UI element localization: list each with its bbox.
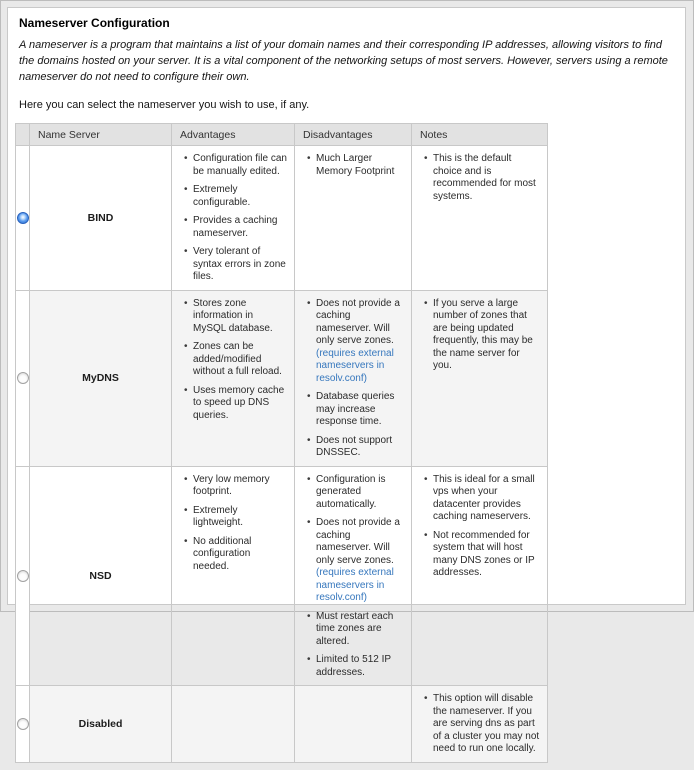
content-card xyxy=(7,7,686,754)
note-item: • Not recommended for system that will host many DNS zones or IP addresses. xyxy=(433,530,541,580)
disadvantage-item xyxy=(316,517,405,605)
notes-cell-disabled xyxy=(412,686,548,763)
disadvantage-item xyxy=(316,298,405,386)
nameserver-name-mydns: MyDNS xyxy=(30,290,172,466)
disadvantages-cell-bind xyxy=(295,146,412,291)
disadvantage-text: Configuration is generated automatically. xyxy=(316,473,386,510)
resolv-conf-link[interactable]: (requires external nameservers in resolv.conf) xyxy=(316,567,394,603)
radio-cell-disabled xyxy=(16,686,30,763)
disadvantage-text: Must restart each time zones are altered. xyxy=(316,610,394,647)
disadvantage-item xyxy=(316,391,405,429)
advantage-item: • Uses memory cache to speed up DNS queries. xyxy=(193,385,288,423)
radio-cell-bind xyxy=(16,146,30,291)
content-area xyxy=(8,8,685,770)
disadvantage-item xyxy=(316,153,405,178)
radio-mydns[interactable] xyxy=(17,372,29,384)
disadvantage-item xyxy=(316,611,405,649)
radio-cell-nsd xyxy=(16,466,30,686)
advantages-cell-nsd xyxy=(172,466,295,686)
table-row-mydns xyxy=(16,290,548,466)
notes-cell-nsd xyxy=(412,466,548,686)
note-item: • If you serve a large number of zones that are being updated frequently, this may be the name server for you. xyxy=(433,298,541,373)
table-row-nsd xyxy=(16,466,548,686)
notes-cell-bind xyxy=(412,146,548,291)
column-header-advantages: Advantages xyxy=(172,124,295,146)
radio-column-header xyxy=(16,124,30,146)
disadvantage-text: Limited to 512 IP addresses. xyxy=(316,654,391,678)
note-item: • This option will disable the nameserver. If you are serving dns as part of a cluster you may not need to run one locally. xyxy=(433,693,541,756)
disadvantages-cell-disabled-empty xyxy=(295,686,412,763)
advantage-item: • No additional configuration needed. xyxy=(193,536,288,574)
disadvantage-text: Does not provide a caching nameserver. Will only serve zones. xyxy=(316,517,400,566)
disadvantage-item xyxy=(316,474,405,512)
disadvantage-text: Does not support DNSSEC. xyxy=(316,434,393,458)
advantage-item: • Extremely lightweight. xyxy=(193,505,288,530)
disadvantage-text: Database queries may increase response time. xyxy=(316,391,395,427)
disadvantages-cell-mydns xyxy=(295,290,412,466)
advantage-item: • Extremely configurable. xyxy=(193,184,288,209)
radio-cell-mydns xyxy=(16,290,30,466)
advantage-item: • Stores zone information in MySQL database. xyxy=(193,298,288,336)
advantage-item: • Provides a caching nameserver. xyxy=(193,215,288,240)
advantage-item: • Configuration file can be manually edited. xyxy=(193,153,288,178)
note-item: • This is ideal for a small vps when your datacenter provides caching nameservers. xyxy=(433,474,541,524)
select-prompt: Here you can select the nameserver you wish to use, if any. xyxy=(19,99,310,111)
disadvantages-cell-nsd xyxy=(295,466,412,686)
advantage-item: • Zones can be added/modified without a full reload. xyxy=(193,341,288,379)
notes-cell-mydns xyxy=(412,290,548,466)
page-title: Nameserver Configuration xyxy=(19,16,170,30)
disadvantage-item xyxy=(316,435,405,460)
resolv-conf-link[interactable]: (requires external nameservers in resolv.conf) xyxy=(316,347,394,384)
radio-bind[interactable] xyxy=(17,212,29,224)
nameserver-name-nsd: NSD xyxy=(30,466,172,686)
table-header-row xyxy=(16,124,548,146)
intro-paragraph: A nameserver is a program that maintains a list of your domain names and their corresponding IP addresses, allowing visitors to find the domains hosted on your server. It is a vital component of the networking setups of most servers. However, servers using a remote nameserver do not need to configure their own. xyxy=(19,39,668,83)
disadvantage-item xyxy=(316,654,405,679)
column-header-notes: Notes xyxy=(412,124,548,146)
radio-nsd[interactable] xyxy=(17,570,29,582)
nameserver-name-bind: BIND xyxy=(30,146,172,291)
nameserver-table xyxy=(15,123,548,763)
disadvantage-text: Does not provide a caching nameserver. Will only serve zones. xyxy=(316,297,400,346)
advantages-cell-bind xyxy=(172,146,295,291)
nameserver-name-disabled: Disabled xyxy=(30,686,172,763)
advantage-item: • Very tolerant of syntax errors in zone files. xyxy=(193,246,288,284)
column-header-disadvantages: Disadvantages xyxy=(295,124,412,146)
column-header-name-server: Name Server xyxy=(30,124,172,146)
advantages-cell-disabled-empty xyxy=(172,686,295,763)
table-row-disabled xyxy=(16,686,548,763)
disadvantage-text: Much Larger Memory Footprint xyxy=(316,153,395,177)
note-item: • This is the default choice and is recommended for most systems. xyxy=(433,153,541,203)
table-row-bind xyxy=(16,146,548,291)
advantages-cell-mydns xyxy=(172,290,295,466)
advantage-item: • Very low memory footprint. xyxy=(193,474,288,499)
radio-disabled[interactable] xyxy=(17,718,29,730)
